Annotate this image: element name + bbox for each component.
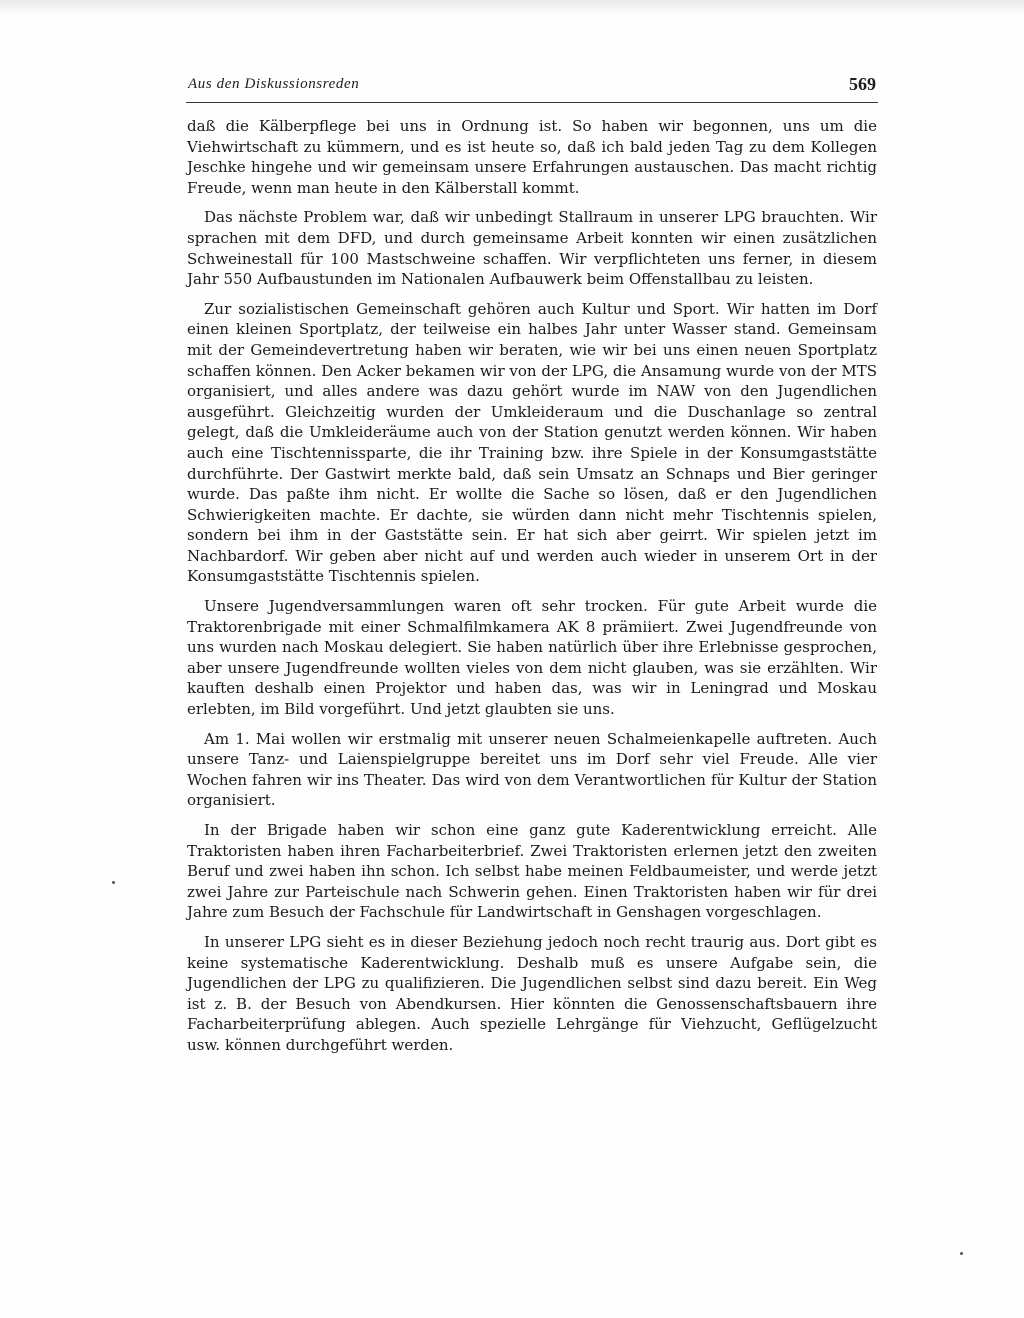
page-number: 569 (849, 74, 876, 94)
paragraph-3: Zur sozialistischen Gemeinschaft gehören auch Kultur und Sport. Wir hatten im Dorf einen kleinen Sportplatz, der teilweise ein halbes Jahr unter Wasser stand. Gemeinsam mit der Gemeindevertretung haben wir beraten, wie wir bei uns einen neuen Sportplatz schaffen können. Den Acker bekamen wir von der LPG, die Ansamung wurde von der MTS organisiert, und alles andere was dazu gehört wurde im NAW von den Jugendlichen ausgeführt. Gleichzeitig wurden der Umkleideraum und die Duschanlage so zentral gelegt, daß die Umkleideräume auch von der Station genutzt werden können. Wir haben auch eine Tischtennissparte, die ihr Training bzw. ihre Spiele in der Konsumgaststätte durchführte. Der Gastwirt merkte bald, daß sein Umsatz an Schnaps und Bier geringer wurde. Das paßte ihm nicht. Er wollte die Sache so lösen, daß er den Jugendlichen Schwierigkeiten machte. Er dachte, sie würden dann nicht mehr Tischtennis spielen, sondern bei ihm in der Gaststätte sein. Er hat sich aber geirrt. Wir spielen jetzt im Nachbardorf. Wir geben aber nicht auf und werden auch wieder in unserem Ort in der Konsumgaststätte Tischtennis spielen. (187, 299, 877, 586)
paragraph-6: In der Brigade haben wir schon eine ganz gute Kaderentwicklung erreicht. Alle Traktoristen haben ihren Facharbeiterbrief. Zwei Traktoristen erlernen jetzt den zweiten Beruf und zwei haben ihn schon. Ich selbst habe meinen Feldbaumeister, und werde jetzt zwei Jahre zur Parteischule nach Schwerin gehen. Einen Traktoristen haben wir für drei Jahre zum Besuch der Fachschule für Landwirtschaft in Genshagen vorgeschlagen. (187, 821, 877, 922)
paragraph-4: Unsere Jugendversammlungen waren oft sehr trocken. Für gute Arbeit wurde die Traktorenbrigade mit einer Schmalfilmkamera AK 8 prämiiert. Zwei Jugendfreunde von uns wurden nach Moskau delegiert. Sie haben natürlich über ihre Erlebnisse gesprochen, aber unsere Jugendfreunde wollten vieles von dem nicht glauben, was sie erzählten. Wir kauften deshalb einen Projektor und haben das, was wir in Leningrad und Moskau erlebten, im Bild vorgeführt. Und jetzt glaubten sie uns. (187, 597, 877, 719)
body-text (187, 116, 877, 1065)
paragraph-7: In unserer LPG sieht es in dieser Beziehung jedoch noch recht traurig aus. Dort gibt es keine systematische Kaderentwicklung. Deshalb muß es unsere Aufgabe sein, die Jugendlichen der LPG zu qualifizieren. Die Jugendlichen selbst sind dazu bereit. Ein Weg ist z. B. der Besuch von Abendkursen. Hier könnten die Genossenschaftsbauern ihre Facharbeiterprüfung ablegen. Auch spezielle Lehrgänge für Viehzucht, Geflügelzucht usw. können durchgeführt werden. (187, 932, 877, 1054)
paragraph-1: daß die Kälberpflege bei uns in Ordnung ist. So haben wir begonnen, uns um die Viehwirtschaft zu kümmern, und es ist heute so, daß ich bald jeden Tag zu dem Kollegen Jeschke hingehe und wir gemeinsam unsere Erfahrungen austauschen. Das macht richtig Freude, wenn man heute in den Kälberstall kommt. (187, 117, 877, 197)
running-header (186, 74, 878, 103)
print-speck (112, 881, 115, 884)
print-speck (960, 1252, 963, 1255)
paragraph-2: Das nächste Problem war, daß wir unbedingt Stallraum in unserer LPG brauchten. Wir sprachen mit dem DFD, und durch gemeinsame Arbeit konnten wir einen zusätzlichen Schweinestall für 100 Mastschweine schaffen. Wir verpflichteten uns ferner, in diesem Jahr 550 Aufbaustunden im Nationalen Aufbauwerk beim Offenstallbau zu leisten. (187, 208, 877, 289)
page-top-edge (0, 0, 1024, 14)
running-title: Aus den Diskussionsreden (188, 76, 360, 92)
paragraph-5: Am 1. Mai wollen wir erstmalig mit unserer neuen Schalmeienkapelle auftreten. Auch unsere Tanz- und Laienspielgruppe bereitet uns im Dorf sehr viel Freude. Alle vier Wochen fahren wir ins Theater. Das wird von dem Verantwortlichen für Kultur der Station organisiert. (187, 729, 877, 810)
